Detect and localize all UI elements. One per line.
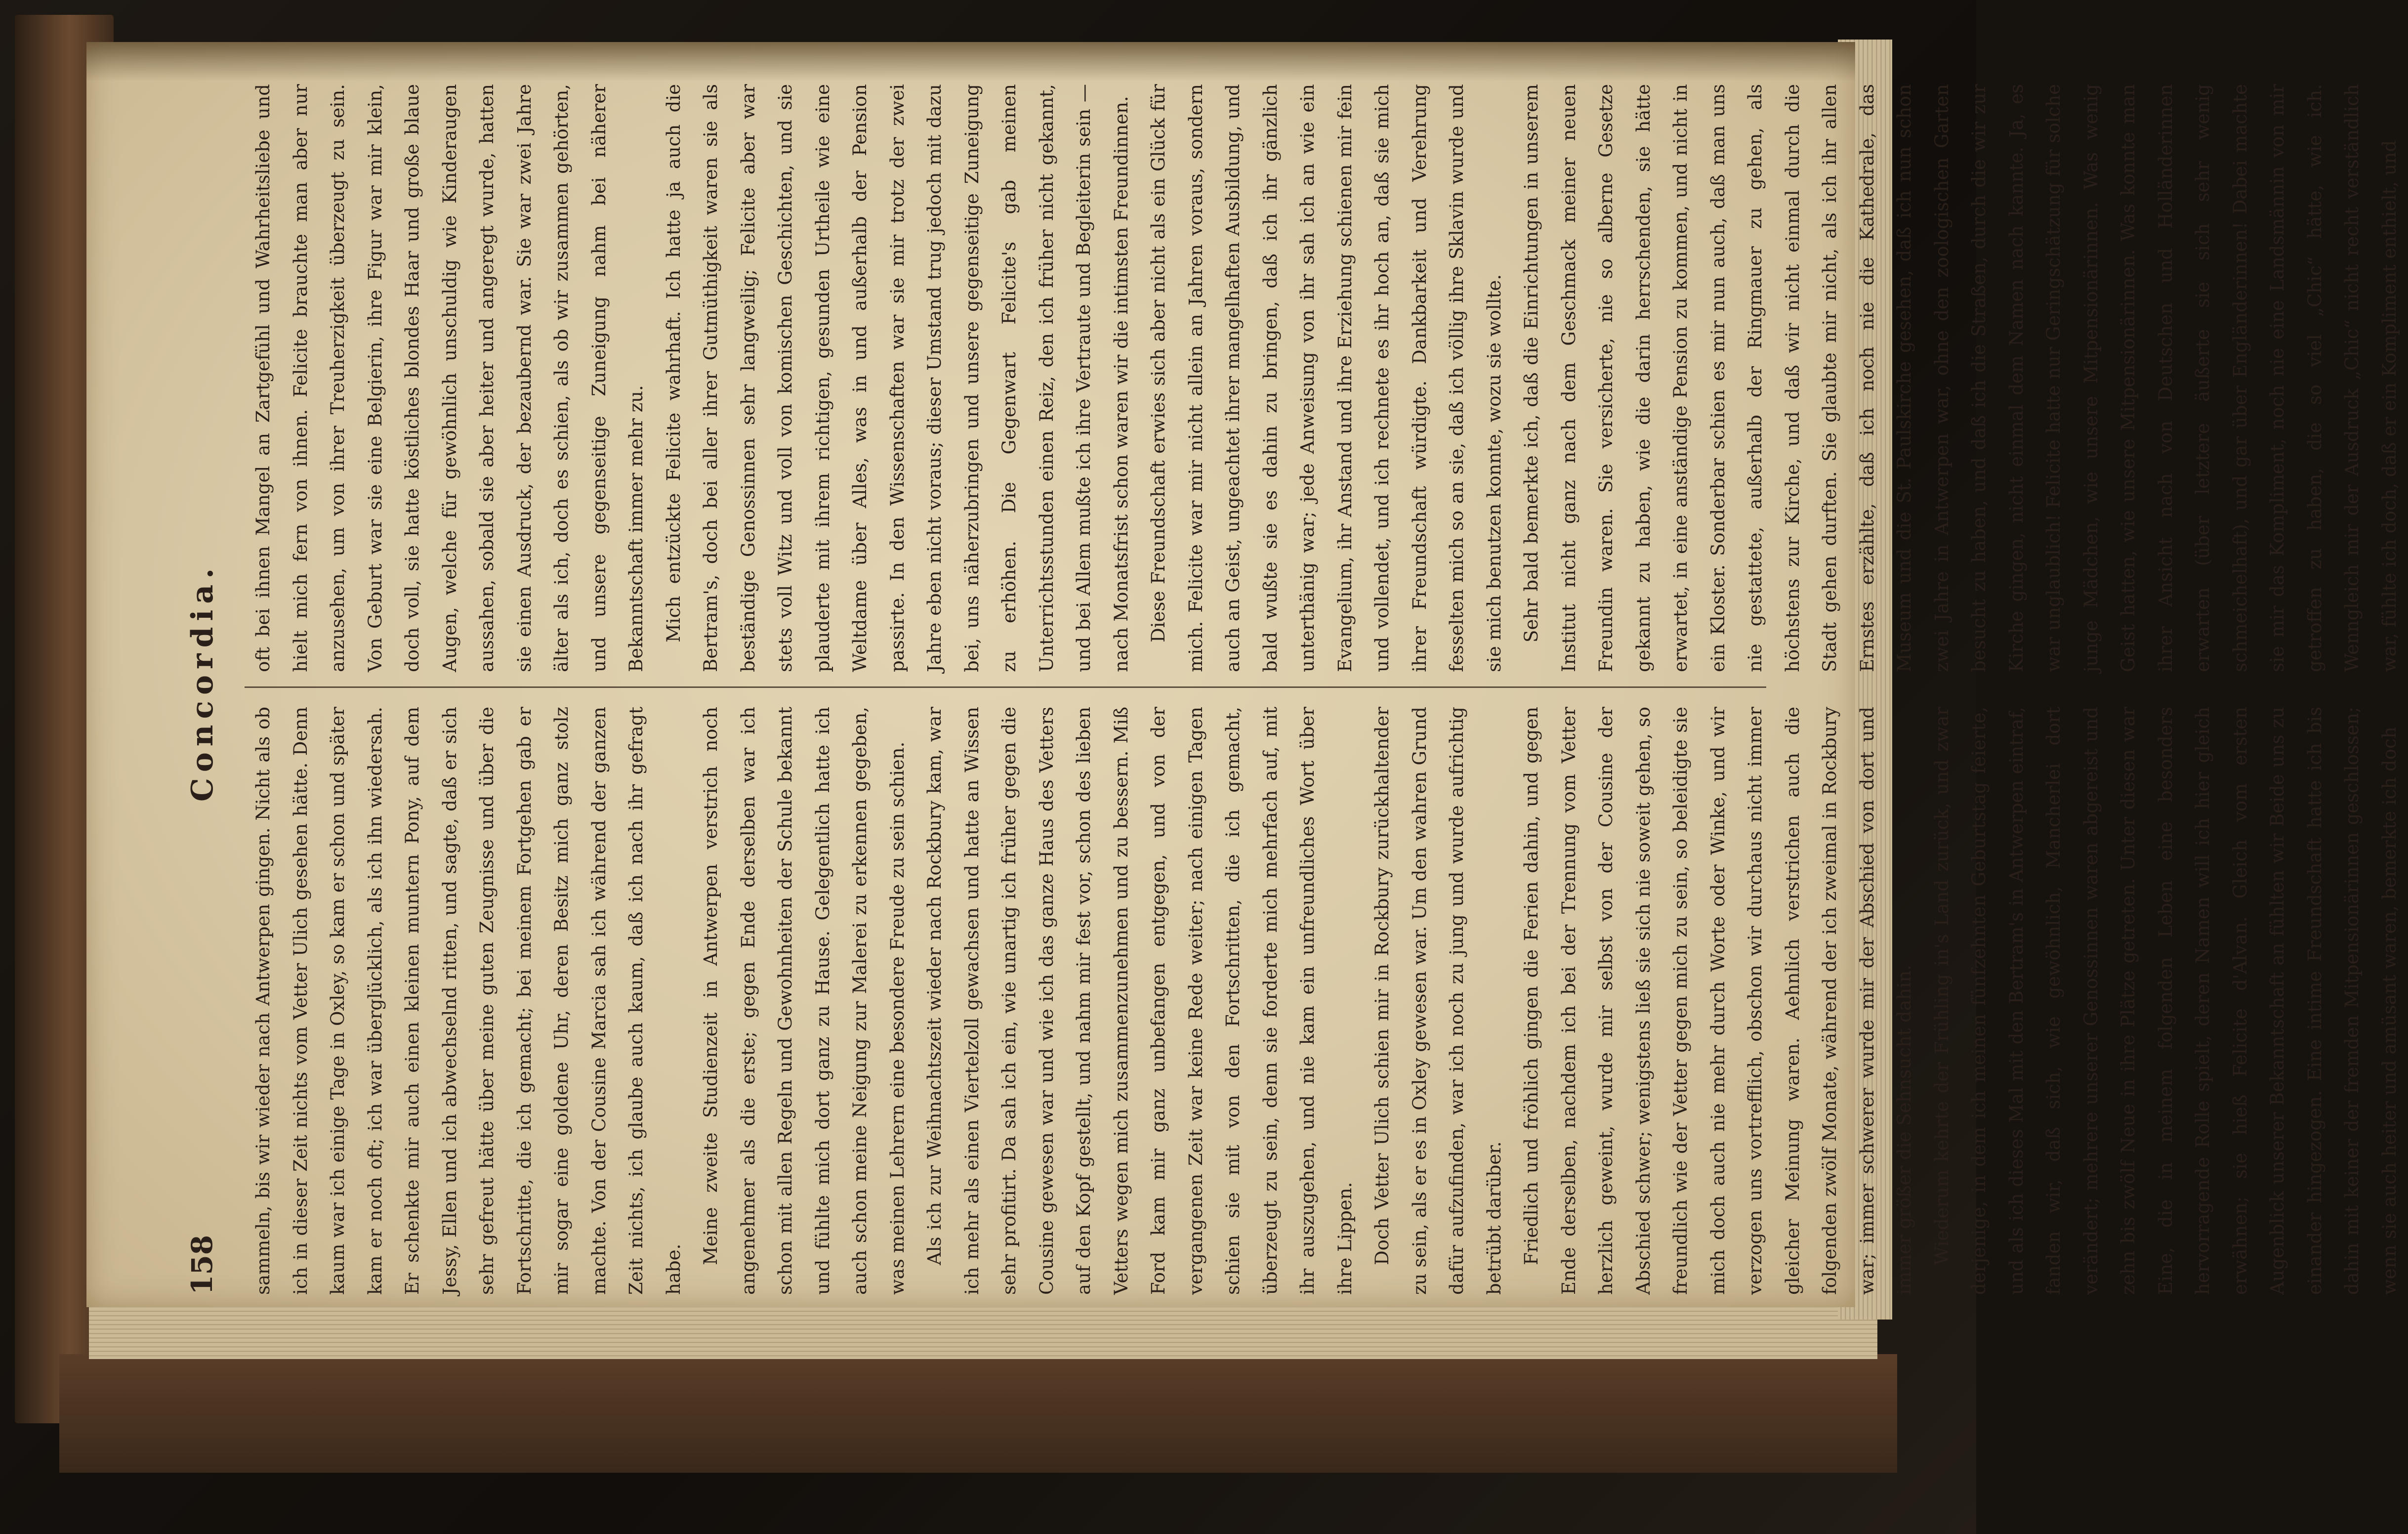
paragraph: Meine zweite Studienzeit in Antwerpen verstrich noch angenehmer als die erste; gegen Ende derselben war ich schon mit allen Regeln und Gewohnheiten der Schule bekannt und fühlte mich dort ganz zu Hause. Gelegentlich hatte ich auch schon meine Neigung zur Malerei zu erkennen gegeben, was meinen Lehrern eine besondere Freude zu sein schien.: [700, 707, 908, 1295]
page-header: [175, 69, 235, 1295]
paragraph: Mich entzückte Felicite wahrhaft. Ich hatte ja auch die Bertram's, doch bei aller ihrer Gutmüthigkeit waren sie als beständige Genossinnen sehr langweilig; Felicite aber war stets voll Witz und voll von komischen Geschichten, und sie plauderte mit ihrem richtigen, gesunden Urtheile wie eine Weltdame über Alles, was in und außerhalb der Pension passirte. In den Wissenschaften war sie mir trotz der zwei Jahre eben nicht voraus; dieser Umstand trug jedoch mit dazu bei, uns näherzubringen und unsere gegenseitige Zuneigung zu erhöhen. Die Gegenwart Felicite's gab meinen Unterrichtsstunden einen Reiz, den ich früher nicht gekannt, und bei Allem mußte ich ihre Vertraute und Begleiterin sein — nach Monatsfrist schon waren wir die intimsten Freundinnen.: [663, 84, 1132, 672]
book-cover-bottom: [59, 1354, 1897, 1473]
paragraph: Als ich zur Weihnachtszeit wieder nach Rockbury kam, war ich mehr als einen Viertelzoll gewachsen und hatte an Wissen sehr profitirt. Da sah ich ein, wie unartig ich früher gegen die Cousine gewesen war und wie ich das ganze Haus des Vetters auf den Kopf gestellt, und nahm mir fest vor, schon des lieben Vetters wegen mich zusammenzunehmen und zu bessern. Miß Ford kam mir ganz unbefangen entgegen, und von der vergangenen Zeit war keine Rede weiter; nach einigen Tagen schien sie mit von den Fortschritten, die ich gemacht, überzeugt zu sein, denn sie forderte mich mehrfach auf, mit ihr auszugehen, und nie kam ein unfreundliches Wort über ihre Lippen.: [924, 707, 1356, 1295]
paragraph: Wiederum kehrte der Frühling in's Land zurück, und zwar derjenige, in dem ich meinen fünfzehnten Geburtstag feierte, und als ich dieses Mal mit den Bertram's in Antwerpen eintraf, fanden wir, daß sich, wie gewöhnlich, Mancherlei dort verändert; mehrere unserer Genossinnen waren abgereist und zehn bis zwölf Neue in ihre Plätze getreten. Unter diesen war Eine, die in meinem folgenden Leben eine besonders hervorragende Rolle spielt, deren Namen will ich hier gleich erwähnen; sie hieß Felicite d'Alvan. Gleich vom ersten Augenblick unserer Bekanntschaft an fühlten wir Beide uns zu einander hingezogen. Eine intime Freundschaft hatte ich bis dahin mit keiner der fremden Mitpensionärinnen geschlossen; wenn sie auch heiter und amüsant waren, bemerkte ich doch: [1931, 707, 2400, 1295]
text-column-right: [245, 84, 2400, 672]
journal-title: Concordia.: [185, 562, 220, 802]
paragraph: oft bei ihnen Mangel an Zartgefühl und Wahrheitsliebe und hielt mich fern von ihnen. Felicite brauchte man aber nur anzusehen, um von ihrer Treuherzigkeit überzeugt zu sein. Von Geburt war sie eine Belgierin, ihre Figur war mir klein, doch voll, sie hatte köstliches blondes Haar und große blaue Augen, welche für gewöhnlich unschuldig wie Kinderaugen aussahen, sobald sie aber heiter und angeregt wurde, hatten sie einen Ausdruck, der bezaubernd war. Sie war zwei Jahre älter als ich, doch es schien, als ob wir zusammen gehörten, und unsere gegenseitige Zuneigung nahm bei näherer Bekanntschaft immer mehr zu.: [252, 84, 647, 672]
column-divider: [245, 686, 1766, 688]
paragraph: Diese Freundschaft erwies sich aber nicht als ein Glück für mich. Felicite war mir nicht allein an Jahren voraus, sondern auch an Geist, ungeachtet ihrer mangelhaften Ausbildung, und bald wußte sie es dahin zu bringen, daß ich ihr gänzlich unterthänig war; jede Anweisung von ihr sah ich an wie ein Evangelium, ihr Anstand und ihre Erziehung schienen mir fein und vollendet, und ich rechnete es ihr hoch an, daß sie mich ihrer Freundschaft würdigte. Dankbarkeit und Verehrung fesselten mich so an sie, daß ich völlig ihre Sklavin wurde und sie mich benutzen konnte, wozu sie wollte.: [1148, 84, 1505, 672]
paragraph: Sehr bald bemerkte ich, daß die Einrichtungen in unserem Institut nicht ganz nach dem Geschmack meiner neuen Freundin waren. Sie versicherte, nie so alberne Gesetze gekannt zu haben, wie die darin herrschenden, sie hätte erwartet, in eine anständige Pension zu kommen, und nicht in ein Kloster. Sonderbar schien es mir nun auch, daß man uns nie gestattete, außerhalb der Ringmauer zu gehen, als höchstens zur Kirche, und daß wir nicht einmal durch die Stadt gehen durften. Sie glaubte mir nicht, als ich ihr allen Ernstes erzählte, daß ich noch nie die Kathedrale, das Museum und die St. Paulskirche gesehen, daß ich nun schon zwei Jahre in Antwerpen war, ohne den zoologischen Garten besucht zu haben, und daß ich die Straßen, durch die wir zur Kirche gingen, nicht einmal dem Namen nach kannte. Ja, es war unglaublich! Felicite hatte nur Geringschätzung für solche junge Mädchen, wie unsere Mitpensionärinnen. Was wenig Geist hatten, wie unsere Mitpensionärinnen. Was konnte man ihrer Ansicht nach von Deutschen und Holländerinnen erwarten (über letztere äußerte sie sich sehr wenig schmeichelhaft), und gar über Engländerinnen! Dabei machte sie mir das Kompliment, noch nie eine Landsmännin von mir getroffen zu haben, die so viel „Chic“ hätte, wie ich. Wenngleich mir der Ausdruck „Chic“ nicht recht verständlich war, fühlte ich doch, daß er ein Kompliment enthielt, und: [1521, 84, 2400, 672]
page-number: 158: [185, 1235, 219, 1295]
paragraph: Friedlich und fröhlich gingen die Ferien dahin, und gegen Ende derselben, nachdem ich bei der Trennung vom Vetter herzlich geweint, wurde mir selbst von der Cousine der Abschied schwer; wenigstens ließ sie sich nie soweit gehen, so freundlich wie der Vetter gegen mich zu sein, so beleidigte sie mich doch auch nie mehr durch Worte oder Winke, und wir verzogen uns vortrefflich, obschon wir durchaus nicht immer gleicher Meinung waren. Aehnlich verstrichen auch die folgenden zwölf Monate, während der ich zweimal in Rockbury war; immer schwerer wurde mir der Abschied von dort und immer größer die Sehnsucht dahin.: [1521, 707, 1915, 1295]
text-column-left: [245, 707, 2400, 1295]
paragraph: sammeln, bis wir wieder nach Antwerpen gingen. Nicht als ob ich in dieser Zeit nichts vom Vetter Ulich gesehen hätte. Denn kaum war ich einige Tage in Oxley, so kam er schon und später kam er noch oft; ich war überglücklich, als ich ihn wiedersah. Er schenkte mir auch einen kleinen muntern Pony, auf dem Jessy, Ellen und ich abwechselnd ritten, und sagte, daß er sich sehr gefreut hätte über meine guten Zeugnisse und über die Fortschritte, die ich gemacht; bei meinem Fortgehen gab er mir sogar eine goldene Uhr, deren Besitz mich ganz stolz machte. Von der Cousine Marcia sah ich während der ganzen Zeit nichts, ich glaube auch kaum, daß ich nach ihr gefragt habe.: [252, 707, 684, 1295]
paragraph: Doch Vetter Ulich schien mir in Rockbury zurückhaltender zu sein, als er es in Oxley gewesen war. Um den wahren Grund dafür aufzufinden, war ich noch zu jung und wurde aufrichtig betrübt darüber.: [1371, 707, 1505, 1295]
page-content: [175, 69, 2400, 1295]
